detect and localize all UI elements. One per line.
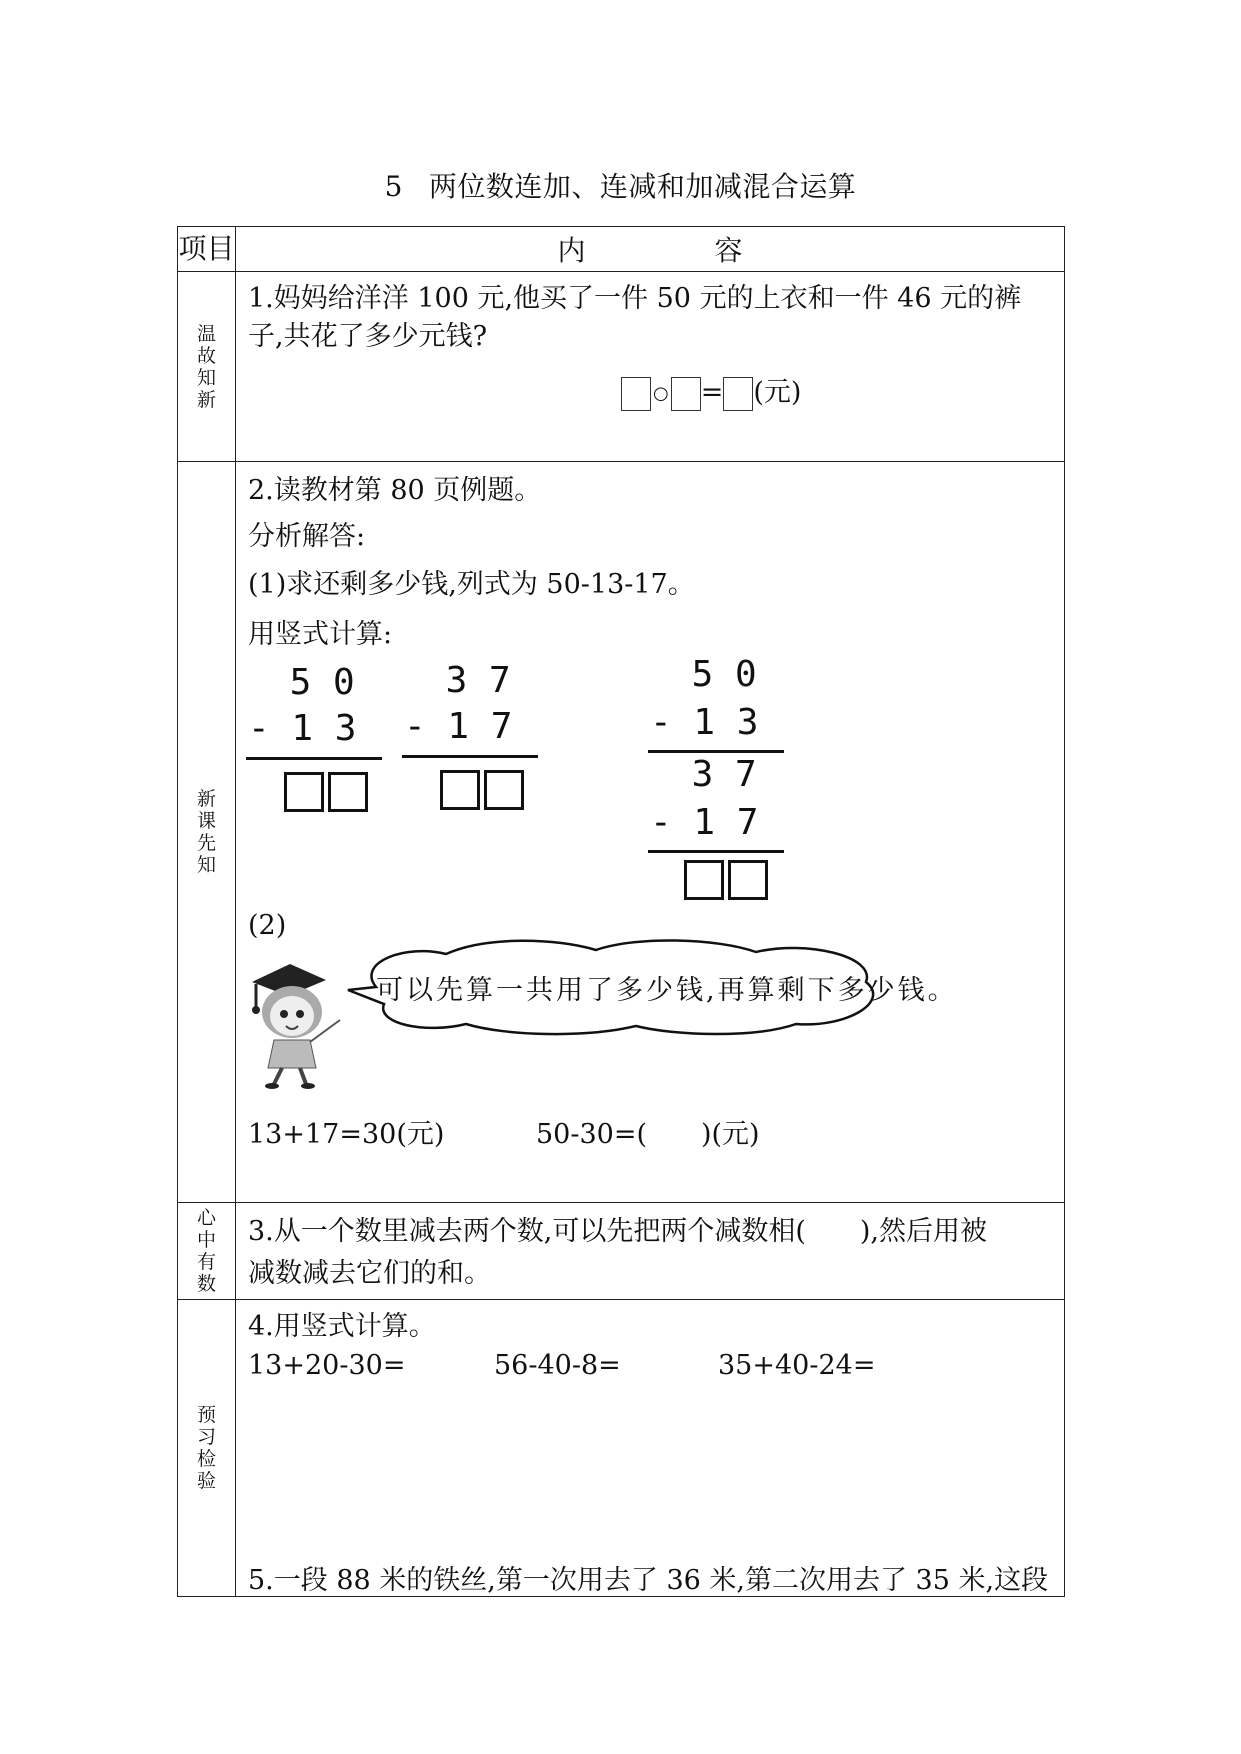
calc-3-box-tens[interactable] — [684, 860, 724, 900]
equation-remaining: 50-30=( )(元) — [536, 1119, 760, 1150]
section-review-content — [236, 272, 1065, 462]
exercise-1: 13+20-30= — [248, 1350, 406, 1381]
section-summary-label: 心中有数 — [178, 1203, 236, 1300]
title-text: 两位数连加、连减和加减混合运算 — [428, 170, 857, 203]
question-3-line2: 减数减去它们的和。 — [248, 1258, 491, 1289]
teacher-girl-icon — [244, 950, 344, 1090]
page-title — [0, 165, 1241, 205]
vertical-calc-label: 用竖式计算: — [248, 619, 393, 650]
calc-1-line — [246, 757, 382, 760]
calc-2-line — [402, 755, 538, 758]
answer-equation — [621, 370, 801, 411]
answer-box-3[interactable] — [723, 377, 753, 411]
calc-3-box-ones[interactable] — [728, 860, 768, 900]
title-number: 5 — [384, 170, 403, 203]
section-preview-check — [178, 1300, 1065, 1597]
header-item: 项目 — [178, 227, 236, 272]
unit-label: (元) — [753, 377, 802, 408]
equation-sum: 13+17=30(元) — [248, 1119, 445, 1150]
section-new-lesson — [178, 462, 1065, 1203]
question-5: 5.一段 88 米的铁丝,第一次用去了 36 米,第二次用去了 35 米,这段 — [248, 1565, 1049, 1596]
part-1-text: (1)求还剩多少钱,列式为 50-13-17。 — [248, 569, 695, 600]
question-2: 2.读教材第 80 页例题。 — [248, 475, 542, 506]
calc-3-line-1 — [648, 750, 784, 753]
header-content: 内 容 — [236, 227, 1065, 272]
equals-sign: = — [700, 377, 724, 408]
section-preview-check-content — [236, 1300, 1065, 1597]
calc-2-box-tens[interactable] — [440, 770, 480, 810]
section-summary — [178, 1203, 1065, 1300]
part-2-label: (2) — [248, 910, 287, 941]
exercise-2: 56-40-8= — [494, 1350, 621, 1381]
answer-box-1[interactable] — [621, 377, 651, 411]
section-review-label: 温故知新 — [178, 272, 236, 462]
vertical-calc-1: 5 0 - 1 3 — [246, 662, 386, 822]
table-header-row — [178, 227, 1065, 272]
vertical-calc-2: 3 7 - 1 7 — [402, 660, 542, 820]
section-preview-check-label: 预习检验 — [178, 1300, 236, 1597]
question-1-line2: 子,共花了多少元钱? — [248, 321, 488, 352]
exercise-3: 35+40-24= — [718, 1350, 876, 1381]
answer-box-2[interactable] — [671, 377, 701, 411]
question-4: 4.用竖式计算。 — [248, 1311, 436, 1342]
speech-bubble-text: 可以先算一共用了多少钱,再算剩下多少钱。 — [376, 975, 958, 1006]
lesson-table — [177, 226, 1065, 1597]
calc-2-box-ones[interactable] — [484, 770, 524, 810]
calc-3-line-2 — [648, 850, 784, 853]
calc-1-box-tens[interactable] — [284, 772, 324, 812]
analysis-label: 分析解答: — [248, 521, 366, 552]
question-3-line1: 3.从一个数里减去两个数,可以先把两个减数相( ),然后用被 — [248, 1216, 987, 1247]
operator-circle[interactable]: ○ — [653, 383, 669, 404]
section-new-lesson-content — [236, 462, 1065, 1203]
section-new-lesson-label: 新课先知 — [178, 462, 236, 1203]
section-summary-content — [236, 1203, 1065, 1300]
calc-1-box-ones[interactable] — [328, 772, 368, 812]
question-1-line1: 1.妈妈给洋洋 100 元,他买了一件 50 元的上衣和一件 46 元的裤 — [248, 283, 1022, 314]
vertical-calc-3: 5 0 - 1 3 3 7 - 1 7 — [648, 654, 798, 904]
section-review — [178, 272, 1065, 462]
